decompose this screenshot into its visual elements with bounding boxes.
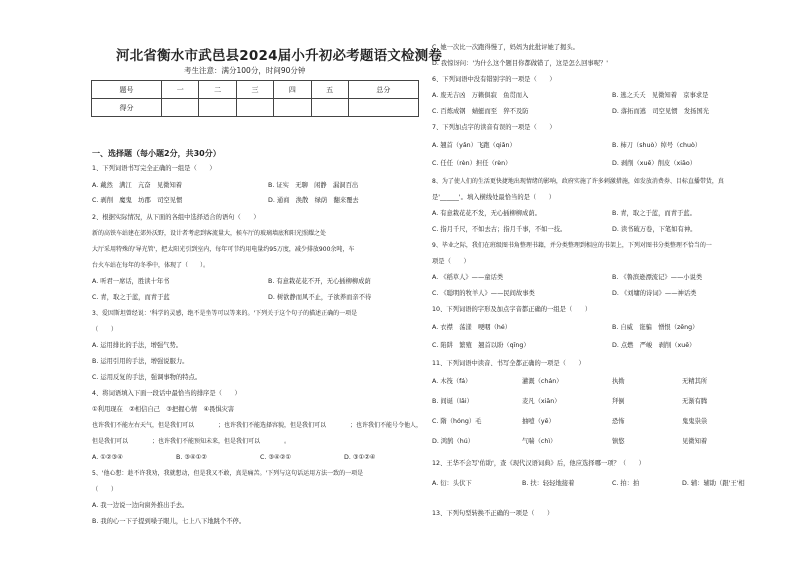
option: B. 扶：轻轻地接着 bbox=[522, 480, 575, 487]
option: A. 听君一席话，胜读十年书 bbox=[92, 278, 170, 285]
option: 见微知着 bbox=[682, 438, 708, 445]
option: A. 戴然 满江 亢奋 见微知着 bbox=[92, 182, 183, 189]
option: 拜倒 bbox=[612, 398, 625, 405]
question-4: 4、将词语填入下面一段话中最恰当的排序是（ ） bbox=[92, 390, 241, 397]
score-input-cell[interactable] bbox=[348, 99, 418, 117]
option: 灌溉（chán） bbox=[522, 378, 563, 385]
option: B. 我的心一下子提到嗓子眼儿，七上八下地跳个不停。 bbox=[92, 518, 246, 525]
table-cell: 一 bbox=[162, 81, 199, 99]
option: C. ③④②① bbox=[260, 454, 291, 461]
option: C. 百炼成钢 蜻蜓而至 猝不及防 bbox=[432, 108, 529, 115]
option: 镇悠 bbox=[612, 438, 625, 445]
option: D. 树欲静而风不止，子欲养而亲不待 bbox=[268, 294, 372, 301]
option: A. 衣襟 荡漾 哽咽（hé） bbox=[432, 324, 512, 331]
question-text: 也许我们不能左右天气，但是我们可以 ；也许我们不能选择容貌，但是我们可以 ；也许我们不能号令他人， bbox=[92, 422, 423, 429]
question-10: 10、下列词语的字形及加点字音都正确的一组是（ ） bbox=[432, 306, 592, 313]
question-text: 台火车站在每年的冬季中，体现了（ ）。 bbox=[92, 262, 210, 269]
question-text: 新的高铁车站建在郊外沃野，设计者考虑到客流量大，候车厅的玻璃墙底和阳光照耀之处 bbox=[92, 230, 327, 237]
option: C. 隋（hóng）毛 bbox=[432, 418, 482, 425]
score-input-cell[interactable] bbox=[311, 99, 348, 117]
question-5: 5、'他心想：趁不许我劝，我就想动，但是我又不敢，真是痛苦。'下列与这句话运用方法一致的一项是 bbox=[92, 470, 364, 477]
option: A. 木筏（fá） bbox=[432, 378, 472, 385]
table-cell: 题号 bbox=[92, 81, 162, 99]
option: 无渐有腾 bbox=[682, 398, 708, 405]
option: B. 运用引用的手法，增强说服力。 bbox=[92, 358, 189, 365]
option: B. 有意栽花花不开，无心插柳柳成荫 bbox=[268, 278, 371, 285]
table-cell: 四 bbox=[274, 81, 311, 99]
option: D. ③①②④ bbox=[344, 454, 376, 461]
question-2: 2、根据实际情况，从下面的各组中选择适合的语句（ ） bbox=[92, 214, 260, 221]
exam-notice: 考生注意：满分100分，时间90分钟 bbox=[184, 66, 306, 75]
question-text: 是'______'。填入横线处最恰当的是（ ） bbox=[432, 194, 556, 201]
question-8: 8、为了使人们的生活更快捷地出现情绪的影响，政府实施了许多刺激措施，如发放消费券、目标直播带货，真 bbox=[432, 178, 724, 185]
table-cell: 总分 bbox=[348, 81, 418, 99]
left-column bbox=[88, 0, 443, 562]
option: B. 青，取之于蓝，而青于蓝。 bbox=[612, 210, 696, 217]
score-table bbox=[91, 80, 419, 117]
option: 麦凡（xiān） bbox=[522, 398, 561, 405]
option: B. 证实 无聊 闲静 漏洞百出 bbox=[268, 182, 359, 189]
option: A. 衍：头伏下 bbox=[432, 480, 472, 487]
score-input-cell[interactable] bbox=[274, 99, 311, 117]
option: D. 读书破万卷，下笔如有神。 bbox=[612, 226, 697, 233]
option: 无精其所 bbox=[682, 378, 708, 385]
question-text: （ ） bbox=[92, 326, 118, 333]
option: B. 自威 诳骗 憎恨（zēng） bbox=[612, 324, 699, 331]
question-text: 但是我们可以 ；也许我们不能预知未来，但是我们可以 。 bbox=[92, 438, 291, 445]
option: B. 《鲁滨逊漂流记》——小说类 bbox=[612, 274, 703, 281]
option: B. ③④①② bbox=[176, 454, 207, 461]
question-text: ①利用现在 ②相信自己 ③把握心情 ④畏惧灾害 bbox=[92, 406, 235, 413]
option: A. 运用排比的手法，增强气势。 bbox=[92, 342, 183, 349]
score-input-cell[interactable] bbox=[162, 99, 199, 117]
option: C. 陷阱 繁殖 翘首以盼（qīng） bbox=[432, 342, 530, 349]
option: D. 剥削（xuē）削皮（xiāo） bbox=[612, 160, 697, 167]
option: D. 《刘墉的诗词》——神话类 bbox=[612, 290, 697, 297]
option: D. 辅：辅助（跟'王'相 bbox=[682, 480, 745, 487]
table-cell: 五 bbox=[311, 81, 348, 99]
option: 抽噎（yē） bbox=[522, 418, 555, 425]
option: B. 间诞（lǎi） bbox=[432, 398, 473, 405]
option: C. 《聪明的牧羊人》——民间故事类 bbox=[432, 290, 535, 297]
section-heading: 一、选择题（每小题2分，共30分） bbox=[92, 149, 221, 158]
question-11: 11、下列词语中读音、书写全都正确的一项是（ ） bbox=[432, 360, 585, 367]
option: C. 运用反复的手法，强调事物的特点。 bbox=[92, 374, 202, 381]
right-column bbox=[432, 0, 782, 562]
option: D. 鸿鹄（hú） bbox=[432, 438, 475, 445]
option: D. 落拓而逃 司空见惯 发扬国光 bbox=[612, 108, 710, 115]
table-row bbox=[92, 99, 419, 117]
option: C. 她一次比一次跑得慢了，妈妈为此批评她了揭头。 bbox=[432, 44, 579, 51]
score-input-cell[interactable] bbox=[236, 99, 273, 117]
table-cell: 三 bbox=[236, 81, 273, 99]
option: A. 废无吉凶 万籁俱寂 鱼贯而入 bbox=[432, 92, 529, 99]
question-9: 9、毕业之际，我们在班级图书角整理书籍，并分类整理到相应的书架上，下列对图书分类整理不恰当的一 bbox=[432, 242, 712, 249]
option: C. 拍：拍 bbox=[612, 480, 640, 487]
score-input-cell[interactable] bbox=[199, 99, 236, 117]
table-cell: 得分 bbox=[92, 99, 162, 117]
option: D. 我惊讶问：'为什么这个题目你都做错了，这是怎么回事呢？' bbox=[432, 60, 609, 67]
option: B. 柿刀（shuò）绰号（chuò） bbox=[612, 142, 702, 149]
option: A. 《稻草人》——童话类 bbox=[432, 274, 504, 281]
option: C. 青，取之于蓝，而青于蓝 bbox=[92, 294, 170, 301]
question-7: 7、下列加点字的读音有误的一项是（ ） bbox=[432, 124, 556, 131]
option: D. 点燃 严峻 剥削（xuē） bbox=[612, 342, 696, 349]
question-text: 项是（ ） bbox=[432, 258, 470, 265]
question-1: 1、下列词语书写完全正确的一组是（ ） bbox=[92, 165, 216, 172]
table-cell: 二 bbox=[199, 81, 236, 99]
question-12: 12、王华不会写'佑助'，查《现代汉语词典》后，他应选择哪一项？（ ） bbox=[432, 460, 645, 467]
option: D. 通商 涣散 绿荫 翻来覆去 bbox=[268, 197, 359, 204]
option: B. 逃之夭夭 见微知着 京事求是 bbox=[612, 92, 709, 99]
option: C. 任任（rèn）担任（rèn） bbox=[432, 160, 512, 167]
question-6: 6、下列词语中没有错别字的一项是（ ） bbox=[432, 76, 556, 83]
option: A. 翘首（yǎn）飞跑（qiǎn） bbox=[432, 142, 516, 149]
option: A. 我一边说一边向窗外推出手去。 bbox=[92, 502, 189, 509]
option: 气喘（chì） bbox=[522, 438, 557, 445]
question-text: 大厅采用特殊的'导光管'，把太阳光引到室内，每年可节约用电量约95万度，减少排放900余吨，车 bbox=[92, 246, 355, 253]
option: A. ①②③④ bbox=[92, 454, 123, 461]
option: C. 指月千尺，不如去古；指月千事，不如一技。 bbox=[432, 226, 567, 233]
option: C. 剥削 魔鬼 坊郡 司空见惯 bbox=[92, 197, 183, 204]
option: 执拗 bbox=[612, 378, 625, 385]
table-row bbox=[92, 81, 419, 99]
question-text: （ ） bbox=[92, 486, 118, 493]
page-title: 河北省衡水市武邑县2024届小升初必考题语文检测卷 bbox=[116, 48, 443, 64]
option: 恐怖 bbox=[612, 418, 625, 425]
option: A. 有意栽花花不发，无心插柳柳成荫。 bbox=[432, 210, 541, 217]
question-13: 13、下列句型转换不正确的一项是（ ） bbox=[432, 510, 554, 517]
option: 鬼鬼祟祟 bbox=[682, 418, 708, 425]
question-3: 3、爱因斯坦曾经说：'科学的灵感，绝不是坐等可以等来的。'下列关于这个句子的描述正确的一项是 bbox=[92, 310, 358, 317]
